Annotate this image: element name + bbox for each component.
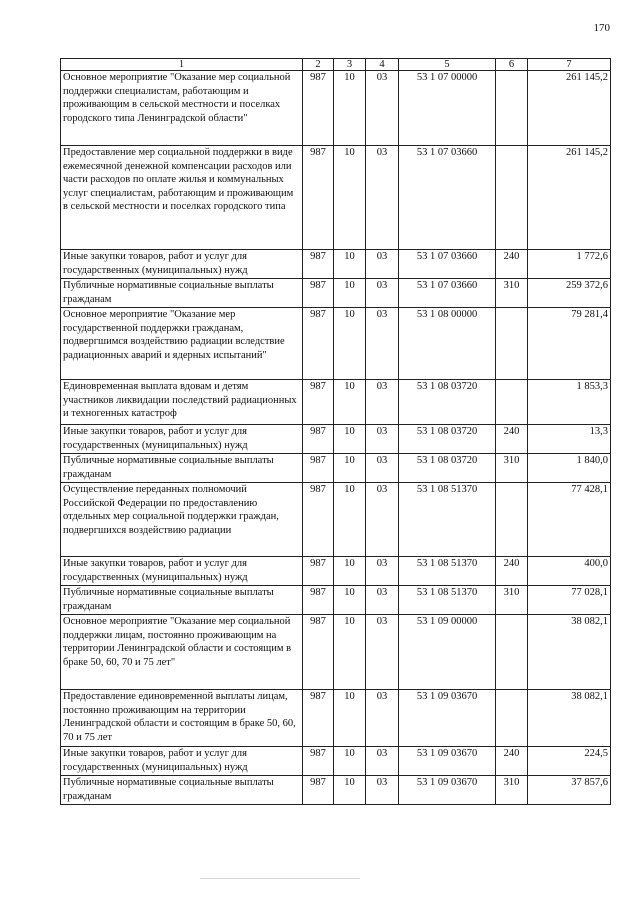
cell-section: 10 bbox=[334, 146, 366, 250]
table-row bbox=[61, 615, 611, 690]
cell-subsection: 03 bbox=[366, 380, 399, 425]
cell-target-article: 53 1 08 03720 bbox=[399, 380, 496, 425]
table-row bbox=[61, 776, 611, 805]
cell-amount: 38 082,1 bbox=[528, 615, 611, 690]
cell-expense-type: 310 bbox=[496, 454, 528, 483]
cell-target-article: 53 1 09 03670 bbox=[399, 690, 496, 747]
cell-target-article: 53 1 08 51370 bbox=[399, 483, 496, 557]
cell-expense-type bbox=[496, 380, 528, 425]
header-col-3: 3 bbox=[334, 59, 366, 71]
table-row bbox=[61, 454, 611, 483]
cell-amount: 224,5 bbox=[528, 747, 611, 776]
cell-expense-type bbox=[496, 690, 528, 747]
cell-target-article: 53 1 07 03660 bbox=[399, 250, 496, 279]
cell-target-article: 53 1 09 03670 bbox=[399, 747, 496, 776]
cell-section: 10 bbox=[334, 615, 366, 690]
cell-expense-type: 240 bbox=[496, 425, 528, 454]
table-row bbox=[61, 279, 611, 308]
cell-amount: 1 853,3 bbox=[528, 380, 611, 425]
cell-target-article: 53 1 09 00000 bbox=[399, 615, 496, 690]
cell-code-admin: 987 bbox=[303, 586, 334, 615]
table-row bbox=[61, 425, 611, 454]
cell-code-admin: 987 bbox=[303, 690, 334, 747]
cell-subsection: 03 bbox=[366, 690, 399, 747]
cell-section: 10 bbox=[334, 425, 366, 454]
cell-amount: 400,0 bbox=[528, 557, 611, 586]
cell-name: Публичные нормативные социальные выплаты гражданам bbox=[61, 586, 303, 615]
cell-subsection: 03 bbox=[366, 615, 399, 690]
cell-amount: 259 372,6 bbox=[528, 279, 611, 308]
cell-subsection: 03 bbox=[366, 425, 399, 454]
header-col-5: 5 bbox=[399, 59, 496, 71]
table-row bbox=[61, 557, 611, 586]
table-row bbox=[61, 483, 611, 557]
cell-amount: 1 772,6 bbox=[528, 250, 611, 279]
cell-amount: 1 840,0 bbox=[528, 454, 611, 483]
cell-subsection: 03 bbox=[366, 454, 399, 483]
cell-name: Основное мероприятие "Оказание мер социальной поддержки лицам, постоянно проживающим на территории Ленинградской области и состоящим в браке 50, 60, 70 и 75 лет" bbox=[61, 615, 303, 690]
cell-code-admin: 987 bbox=[303, 146, 334, 250]
cell-section: 10 bbox=[334, 747, 366, 776]
cell-code-admin: 987 bbox=[303, 615, 334, 690]
cell-code-admin: 987 bbox=[303, 483, 334, 557]
cell-section: 10 bbox=[334, 586, 366, 615]
cell-expense-type bbox=[496, 615, 528, 690]
header-row bbox=[61, 59, 611, 71]
cell-subsection: 03 bbox=[366, 250, 399, 279]
cell-code-admin: 987 bbox=[303, 71, 334, 146]
cell-name: Публичные нормативные социальные выплаты гражданам bbox=[61, 279, 303, 308]
cell-code-admin: 987 bbox=[303, 454, 334, 483]
cell-section: 10 bbox=[334, 71, 366, 146]
cell-amount: 77 028,1 bbox=[528, 586, 611, 615]
cell-name: Иные закупки товаров, работ и услуг для государственных (муниципальных) нужд bbox=[61, 250, 303, 279]
cell-target-article: 53 1 08 03720 bbox=[399, 425, 496, 454]
header-col-1: 1 bbox=[61, 59, 303, 71]
cell-expense-type bbox=[496, 308, 528, 380]
cell-expense-type bbox=[496, 146, 528, 250]
cell-target-article: 53 1 09 03670 bbox=[399, 776, 496, 805]
cell-section: 10 bbox=[334, 557, 366, 586]
cell-expense-type: 240 bbox=[496, 557, 528, 586]
page-number: 170 bbox=[593, 22, 610, 34]
cell-expense-type: 240 bbox=[496, 747, 528, 776]
cell-name: Осуществление переданных полномочий Российской Федерации по предоставлению отдельных мер социальной поддержки граждан, подвергшихся воздействию радиации bbox=[61, 483, 303, 557]
budget-table bbox=[60, 58, 611, 805]
cell-target-article: 53 1 08 00000 bbox=[399, 308, 496, 380]
cell-subsection: 03 bbox=[366, 308, 399, 380]
cell-subsection: 03 bbox=[366, 747, 399, 776]
cell-section: 10 bbox=[334, 380, 366, 425]
cell-expense-type bbox=[496, 71, 528, 146]
cell-subsection: 03 bbox=[366, 483, 399, 557]
table-row bbox=[61, 250, 611, 279]
cell-section: 10 bbox=[334, 776, 366, 805]
cell-name: Иные закупки товаров, работ и услуг для государственных (муниципальных) нужд bbox=[61, 747, 303, 776]
cell-name: Предоставление мер социальной поддержки в виде ежемесячной денежной компенсации расходов или части расходов по оплате жилья и коммунальных услуг специалистам, работающим и проживающим в сельской местности и поселках городского типа bbox=[61, 146, 303, 250]
cell-expense-type: 310 bbox=[496, 776, 528, 805]
cell-section: 10 bbox=[334, 308, 366, 380]
cell-subsection: 03 bbox=[366, 146, 399, 250]
cell-name: Иные закупки товаров, работ и услуг для государственных (муниципальных) нужд bbox=[61, 425, 303, 454]
header-col-2: 2 bbox=[303, 59, 334, 71]
cell-code-admin: 987 bbox=[303, 776, 334, 805]
table-body bbox=[61, 71, 611, 805]
cell-amount: 261 145,2 bbox=[528, 146, 611, 250]
cell-name: Иные закупки товаров, работ и услуг для государственных (муниципальных) нужд bbox=[61, 557, 303, 586]
table-row bbox=[61, 586, 611, 615]
cell-section: 10 bbox=[334, 483, 366, 557]
cell-amount: 79 281,4 bbox=[528, 308, 611, 380]
table-row bbox=[61, 747, 611, 776]
cell-amount: 38 082,1 bbox=[528, 690, 611, 747]
table-row bbox=[61, 380, 611, 425]
header-col-4: 4 bbox=[366, 59, 399, 71]
cell-target-article: 53 1 08 51370 bbox=[399, 557, 496, 586]
cell-target-article: 53 1 08 51370 bbox=[399, 586, 496, 615]
cell-target-article: 53 1 07 03660 bbox=[399, 279, 496, 308]
cell-amount: 37 857,6 bbox=[528, 776, 611, 805]
cell-subsection: 03 bbox=[366, 586, 399, 615]
cell-section: 10 bbox=[334, 250, 366, 279]
cell-expense-type: 310 bbox=[496, 586, 528, 615]
cell-section: 10 bbox=[334, 690, 366, 747]
cell-subsection: 03 bbox=[366, 71, 399, 146]
table-row bbox=[61, 308, 611, 380]
cell-name: Предоставление единовременной выплаты лицам, постоянно проживающим на территории Ленинградской области и состоящим в браке 50, 60, 70 и 75 лет bbox=[61, 690, 303, 747]
cell-code-admin: 987 bbox=[303, 747, 334, 776]
cell-code-admin: 987 bbox=[303, 250, 334, 279]
cell-subsection: 03 bbox=[366, 279, 399, 308]
cell-section: 10 bbox=[334, 279, 366, 308]
cell-code-admin: 987 bbox=[303, 380, 334, 425]
cell-target-article: 53 1 07 00000 bbox=[399, 71, 496, 146]
table-row bbox=[61, 146, 611, 250]
cell-code-admin: 987 bbox=[303, 279, 334, 308]
cell-name: Основное мероприятие "Оказание мер государственной поддержки гражданам, подвергшимся воздействию радиации вследствие радиационных аварий и ядерных испытаний" bbox=[61, 308, 303, 380]
table-row bbox=[61, 690, 611, 747]
cell-name: Публичные нормативные социальные выплаты гражданам bbox=[61, 776, 303, 805]
cell-amount: 13,3 bbox=[528, 425, 611, 454]
cell-name: Основное мероприятие "Оказание мер социальной поддержки специалистам, работающим и проживающим в сельской местности и поселках городского типа Ленинградской области" bbox=[61, 71, 303, 146]
cell-target-article: 53 1 08 03720 bbox=[399, 454, 496, 483]
cell-target-article: 53 1 07 03660 bbox=[399, 146, 496, 250]
cell-expense-type: 310 bbox=[496, 279, 528, 308]
cell-subsection: 03 bbox=[366, 557, 399, 586]
cell-expense-type: 240 bbox=[496, 250, 528, 279]
cell-name: Публичные нормативные социальные выплаты гражданам bbox=[61, 454, 303, 483]
cell-expense-type bbox=[496, 483, 528, 557]
cell-code-admin: 987 bbox=[303, 308, 334, 380]
scan-artifact-line bbox=[200, 878, 360, 879]
header-col-7: 7 bbox=[528, 59, 611, 71]
cell-code-admin: 987 bbox=[303, 425, 334, 454]
cell-amount: 77 428,1 bbox=[528, 483, 611, 557]
cell-section: 10 bbox=[334, 454, 366, 483]
cell-code-admin: 987 bbox=[303, 557, 334, 586]
cell-name: Единовременная выплата вдовам и детям участников ликвидации последствий радиационных и техногенных катастроф bbox=[61, 380, 303, 425]
header-col-6: 6 bbox=[496, 59, 528, 71]
table-row bbox=[61, 71, 611, 146]
cell-subsection: 03 bbox=[366, 776, 399, 805]
cell-amount: 261 145,2 bbox=[528, 71, 611, 146]
